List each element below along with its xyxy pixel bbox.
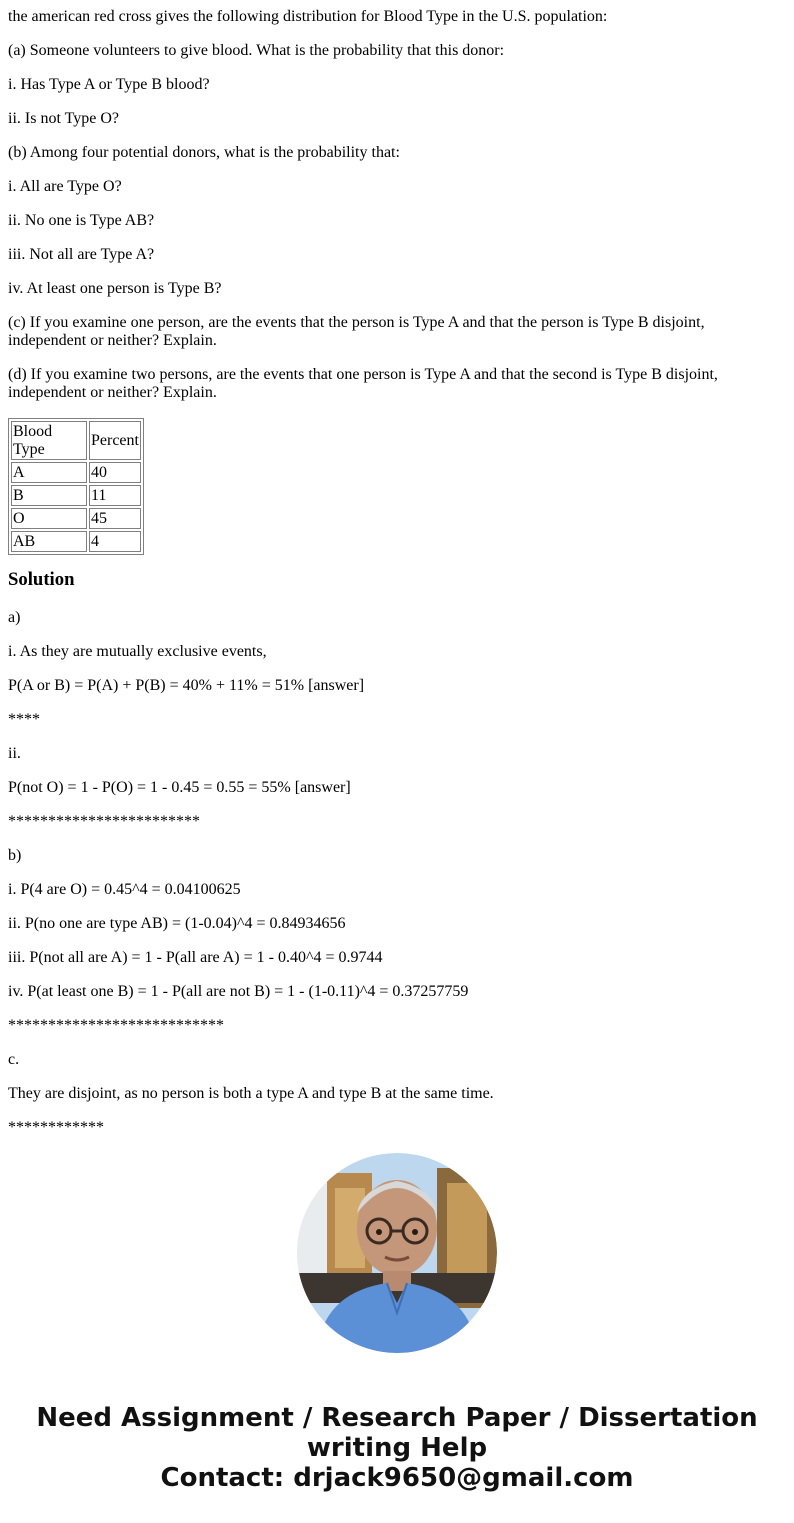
question-part-c: (c) If you examine one person, are the events that the person is Type A and that the person is Type B disjoint, independent or neither? Explain.	[8, 314, 705, 349]
promo-footer	[0, 1403, 794, 1493]
table-cell: 45	[89, 508, 141, 529]
separator: ****	[8, 711, 40, 728]
table-cell: B	[11, 485, 87, 506]
avatar	[297, 1153, 497, 1353]
table-header-cell: Percent	[89, 421, 141, 460]
separator: ************	[8, 1119, 104, 1136]
table-header-cell: Blood Type	[11, 421, 87, 460]
solution-a-label: a)	[8, 609, 21, 626]
footer-line-2: writing Help	[306, 1433, 488, 1463]
question-part-b-iii: iii. Not all are Type A?	[8, 246, 155, 263]
table-cell: 40	[89, 462, 141, 483]
question-part-d: (d) If you examine two persons, are the events that one person is Type A and that the second is Type B disjoint, independent or neither? Explain.	[8, 366, 718, 401]
table-row	[11, 531, 141, 552]
question-intro: the american red cross gives the following distribution for Blood Type in the U.S. population:	[8, 8, 608, 25]
question-part-b-ii: ii. No one is Type AB?	[8, 212, 155, 229]
avatar-photo	[297, 1153, 497, 1353]
solution-b-ii: ii. P(no one are type AB) = (1-0.04)^4 = 0.84934656	[8, 915, 346, 932]
question-part-a-ii: ii. Is not Type O?	[8, 110, 120, 127]
table-cell: AB	[11, 531, 87, 552]
question-part-b: (b) Among four potential donors, what is the probability that:	[8, 144, 400, 161]
solution-a-i-calc: P(A or B) = P(A) + P(B) = 40% + 11% = 51% [answer]	[8, 677, 365, 694]
table-row	[11, 462, 141, 483]
solution-a-i-label: i. As they are mutually exclusive events,	[8, 643, 267, 660]
table-header-row	[11, 421, 141, 460]
solution-heading: Solution	[8, 569, 75, 590]
footer-line-1: Need Assignment / Research Paper / Dissertation	[36, 1403, 758, 1433]
solution-a-ii-calc: P(not O) = 1 - P(O) = 1 - 0.45 = 0.55 = 55% [answer]	[8, 779, 351, 796]
table-cell: A	[11, 462, 87, 483]
solution-c-label: c.	[8, 1051, 20, 1068]
separator: ***************************	[8, 1017, 224, 1034]
question-part-b-i: i. All are Type O?	[8, 178, 122, 195]
solution-c-text: They are disjoint, as no person is both a type A and type B at the same time.	[8, 1085, 494, 1102]
table-row	[11, 508, 141, 529]
solution-b-label: b)	[8, 847, 22, 864]
blood-type-table	[8, 418, 144, 555]
footer-contact: Contact: drjack9650@gmail.com	[160, 1463, 634, 1493]
question-part-b-iv: iv. At least one person is Type B?	[8, 280, 222, 297]
separator: ************************	[8, 813, 200, 830]
table-cell: 4	[89, 531, 141, 552]
question-part-a: (a) Someone volunteers to give blood. What is the probability that this donor:	[8, 42, 505, 59]
table-cell: 11	[89, 485, 141, 506]
solution-b-iii: iii. P(not all are A) = 1 - P(all are A) = 1 - 0.40^4 = 0.9744	[8, 949, 383, 966]
solution-b-i: i. P(4 are O) = 0.45^4 = 0.04100625	[8, 881, 241, 898]
table-row	[11, 485, 141, 506]
solution-a-ii-label: ii.	[8, 745, 21, 762]
table-cell: O	[11, 508, 87, 529]
question-part-a-i: i. Has Type A or Type B blood?	[8, 76, 210, 93]
solution-b-iv: iv. P(at least one B) = 1 - P(all are not B) = 1 - (1-0.11)^4 = 0.37257759	[8, 983, 469, 1000]
